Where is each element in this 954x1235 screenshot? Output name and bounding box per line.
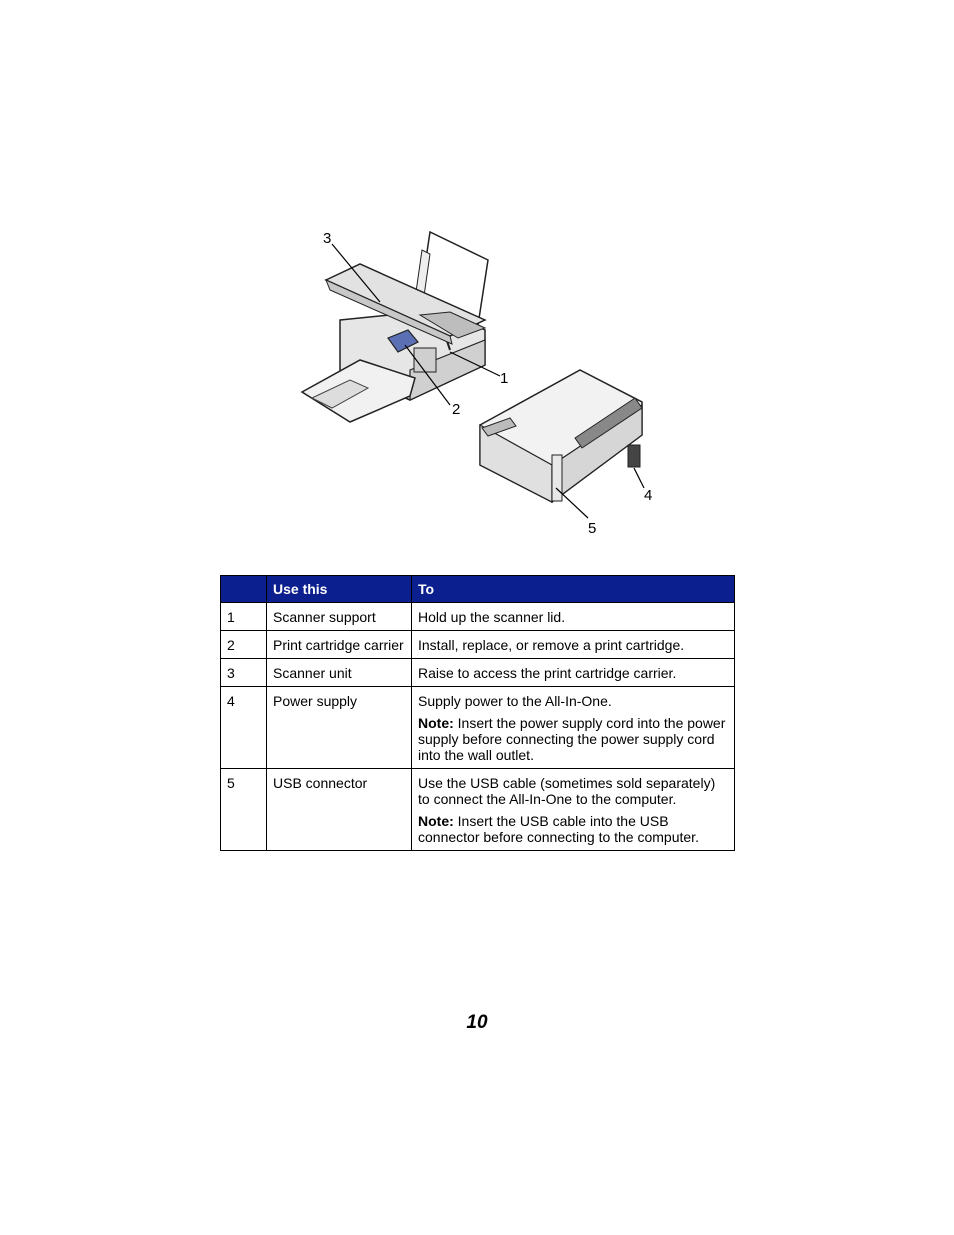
table-row: [221, 631, 735, 659]
callout-2: 2: [452, 401, 461, 418]
header-to: To: [412, 576, 735, 603]
header-number: [221, 576, 267, 603]
table-row: [221, 687, 735, 769]
table-header-row: [221, 576, 735, 603]
row-to: [412, 603, 735, 631]
row-number: 1: [221, 603, 267, 631]
row-to: [412, 631, 735, 659]
row-to: [412, 769, 735, 851]
printer-drawing: [290, 220, 670, 550]
row-use: Print cartridge carrier: [267, 631, 412, 659]
row-description: Hold up the scanner lid.: [418, 609, 566, 625]
row-use: USB connector: [267, 769, 412, 851]
row-description: Use the USB cable (sometimes sold separately) to connect the All-In-One to the computer.: [418, 775, 716, 807]
row-to: [412, 659, 735, 687]
row-note: [418, 813, 728, 845]
row-number: 3: [221, 659, 267, 687]
row-number: 5: [221, 769, 267, 851]
callout-4: 4: [644, 487, 653, 504]
page-number: 10: [466, 1012, 488, 1033]
printer-illustration: [290, 220, 670, 550]
row-use: Scanner support: [267, 603, 412, 631]
table-row: [221, 769, 735, 851]
note-label: Note:: [418, 715, 454, 731]
row-to: [412, 687, 735, 769]
row-use: Power supply: [267, 687, 412, 769]
row-number: 4: [221, 687, 267, 769]
callout-1: 1: [500, 370, 509, 387]
row-description: Raise to access the print cartridge carrier.: [418, 665, 677, 681]
row-use: Scanner unit: [267, 659, 412, 687]
table-row: [221, 659, 735, 687]
row-description: Supply power to the All-In-One.: [418, 693, 612, 709]
row-number: 2: [221, 631, 267, 659]
note-label: Note:: [418, 813, 454, 829]
note-text: Insert the USB cable into the USB connector before connecting to the computer.: [418, 813, 699, 845]
row-note: [418, 715, 728, 763]
note-text: Insert the power supply cord into the power supply before connecting the power supply cord into the wall outlet.: [418, 715, 726, 763]
callout-5: 5: [588, 520, 597, 537]
callout-3: 3: [323, 230, 332, 247]
header-use-this: Use this: [267, 576, 412, 603]
parts-table: [220, 575, 735, 851]
row-description: Install, replace, or remove a print cartridge.: [418, 637, 685, 653]
table-row: [221, 603, 735, 631]
